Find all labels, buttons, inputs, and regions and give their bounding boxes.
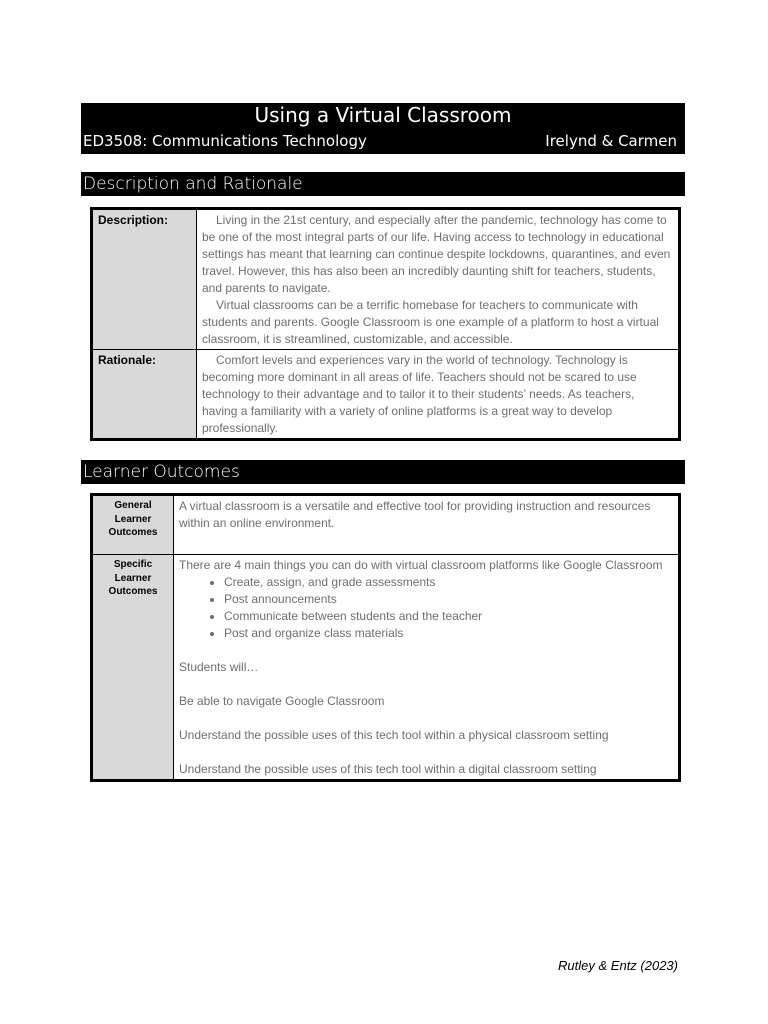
table-row [92, 350, 680, 440]
specific-outcomes-cell [174, 555, 680, 781]
description-paragraph: Virtual classrooms can be a terrific homebase for teachers to communicate with students and parents. Google Classroom is one example of a platform to host a virtual classroom, it is streamlined, customizable, and accessible. [202, 298, 659, 346]
list-item: • Communicate between students and the teacher [224, 608, 673, 625]
list-item: • Post and organize class materials [224, 625, 673, 642]
table-row [92, 495, 680, 555]
outcome-item: Be able to navigate Google Classroom [179, 694, 385, 708]
rationale-text: Comfort levels and experiences vary in the world of technology. Technology is becoming more dominant in all areas of life. Teachers should not be scared to use technology to their advantage and to tailor it to their students’ needs. As teachers, having a familiarity with a variety of online platforms is a great way to develop professionally. [202, 353, 637, 435]
course-name: ED3508: Communications Technology [83, 132, 367, 150]
footer-credit: Rutley & Entz (2023) [558, 958, 678, 973]
specific-outcomes-intro: There are 4 main things you can do with virtual classroom platforms like Google Classroom [179, 558, 663, 572]
list-item: • Post announcements [224, 591, 673, 608]
description-paragraph: Living in the 21st century, and especially after the pandemic, technology has come to be one of the most integral parts of our life. Having access to technology in educational settings has meant that learning can continue despite lockdowns, quarantines, and even travel. However, this has also been an incredibly daunting shift for teachers, students, and parents to navigate. [202, 213, 671, 295]
description-cell [197, 209, 680, 350]
authors: Irelynd & Carmen [545, 132, 677, 150]
description-rationale-table [90, 207, 681, 441]
title-banner [81, 103, 685, 154]
learner-outcomes-table [90, 493, 681, 782]
section-heading-outcomes: Learner Outcomes [81, 460, 685, 484]
rationale-label: Rationale: [92, 350, 197, 440]
table-row [92, 209, 680, 350]
students-will-text: Students will… [179, 660, 259, 674]
outcome-item: Understand the possible uses of this tech tool within a physical classroom setting [179, 728, 609, 742]
general-outcomes-cell [174, 495, 680, 555]
list-item: • Create, assign, and grade assessments [224, 574, 673, 591]
outcomes-bullet-list [179, 574, 673, 642]
general-outcomes-text: A virtual classroom is a versatile and effective tool for providing instruction and resources within an online environment. [179, 499, 651, 530]
table-row [92, 555, 680, 781]
general-outcomes-label: General Learner Outcomes [92, 495, 174, 555]
specific-outcomes-label: Specific Learner Outcomes [92, 555, 174, 781]
document-title: Using a Virtual Classroom [254, 103, 512, 127]
rationale-cell [197, 350, 680, 440]
outcome-item: Understand the possible uses of this tech tool within a digital classroom setting [179, 762, 597, 776]
description-label: Description: [92, 209, 197, 350]
section-heading-description: Description and Rationale [81, 172, 685, 196]
